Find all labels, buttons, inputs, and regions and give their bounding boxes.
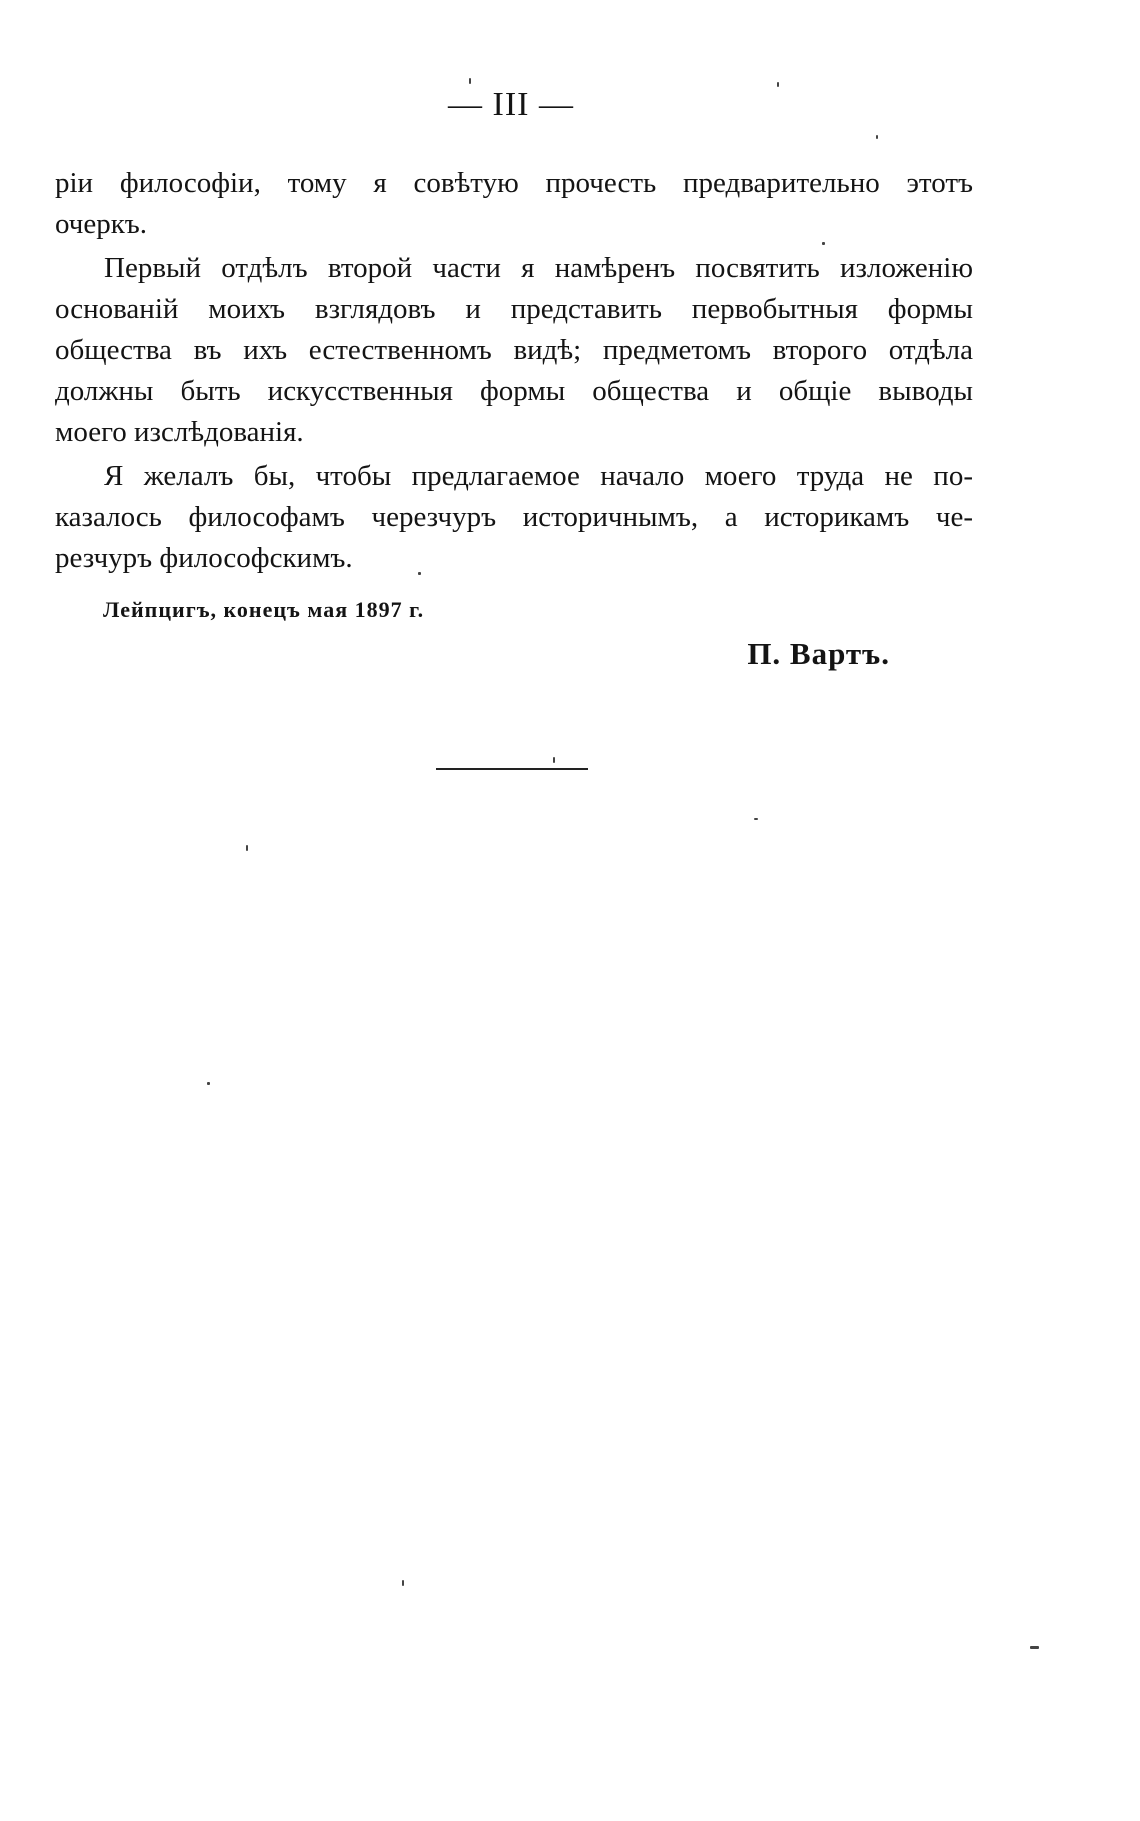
text-line: ріи философіи, тому я совѣтую прочесть предварительно этотъ [55, 167, 973, 199]
scan-speck [469, 78, 471, 84]
scan-speck [553, 757, 555, 763]
scan-speck [402, 1580, 404, 1586]
scan-speck [777, 82, 779, 87]
scan-speck [246, 845, 248, 851]
dateline: Лейпцигъ, конецъ мая 1897 г. [103, 597, 425, 622]
scan-speck [876, 135, 878, 139]
text-line: общества въ ихъ естественномъ видѣ; предметомъ второго отдѣла [55, 334, 973, 366]
divider-rule [436, 768, 588, 770]
scan-speck [822, 242, 825, 245]
paragraph-2 [55, 248, 973, 453]
text-line: казалось философамъ черезчуръ историчнымъ, а историкамъ че- [55, 501, 973, 533]
text-line: Я желалъ бы, чтобы предлагаемое начало моего труда не по- [104, 460, 973, 492]
page-number: — III — [448, 86, 574, 123]
text-line: Первый отдѣлъ второй части я намѣренъ посвятить изложенію [104, 252, 973, 284]
text-line: очеркъ. [55, 208, 148, 240]
scan-speck [754, 818, 758, 820]
paragraph-1 [55, 163, 973, 245]
text-line: моего изслѣдованія. [55, 416, 304, 448]
signature: П. Вартъ. [747, 636, 890, 671]
paragraph-3 [55, 456, 973, 579]
scan-speck [418, 572, 421, 575]
text-line: должны быть искусственныя формы общества и общіе выводы [55, 375, 973, 407]
text-line: основаній моихъ взглядовъ и представить первобытныя формы [55, 293, 973, 325]
scan-speck [1030, 1646, 1039, 1649]
text-line: резчуръ философскимъ. [55, 542, 353, 574]
scan-speck [207, 1082, 210, 1085]
body-text [55, 163, 973, 582]
